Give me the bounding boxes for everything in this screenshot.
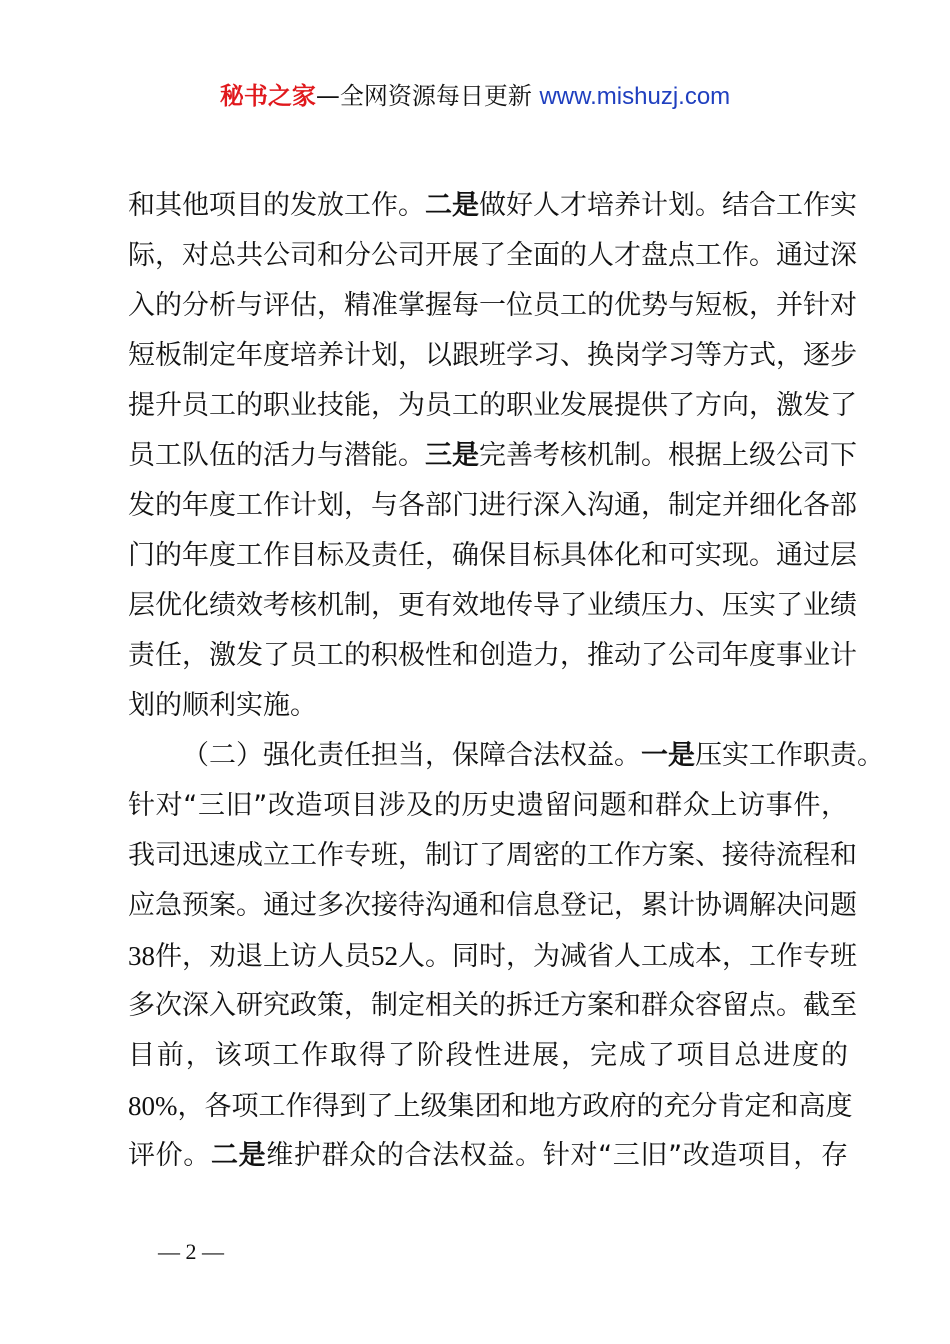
text-segment: 压实工作职责。 <box>695 740 884 771</box>
text-line <box>128 581 857 631</box>
text-line <box>128 231 857 281</box>
bold-keyword: 二是 <box>210 1140 267 1171</box>
page-header <box>0 78 950 115</box>
text-segment: 做好人才培养计划。结合工作实 <box>479 190 857 221</box>
text-segment: 我司迅速成立工作专班，制订了周密的工作方案、接待流程和 <box>128 840 857 871</box>
page-number: — 2 — <box>158 1239 224 1264</box>
text-segment: 80% <box>128 1091 178 1121</box>
text-segment: 维护群众的合法权益。针对“三旧”改造项目，存 <box>266 1140 848 1171</box>
text-segment: 完善考核机制。根据上级公司下 <box>479 440 857 471</box>
text-line <box>128 481 857 531</box>
text-segment: 应急预案。通过多次接待沟通和信息登记，累计协调解决问题 <box>128 890 857 921</box>
text-line <box>128 881 857 931</box>
bold-keyword: 二是 <box>425 190 479 221</box>
text-line <box>128 681 848 731</box>
text-segment: 针对“三旧”改造项目涉及的历史遗留问题和群众上访事件， <box>128 790 848 821</box>
text-line <box>128 631 857 681</box>
text-segment: 人。同时，为减省人工成本，工作专班 <box>398 941 857 972</box>
text-line <box>128 831 857 881</box>
text-line <box>128 1081 853 1131</box>
text-line <box>128 531 857 581</box>
text-line <box>128 1031 848 1081</box>
text-segment: 责任，激发了员工的积极性和创造力，推动了公司年度事业计 <box>128 640 857 671</box>
text-segment: 件，劝退上访人员 <box>155 941 371 972</box>
header-tagline: —全网资源每日更新 <box>315 82 532 110</box>
text-line <box>128 281 857 331</box>
text-line <box>128 181 857 231</box>
text-line <box>128 1131 848 1181</box>
text-segment: 52 <box>371 941 398 971</box>
text-segment: 划的顺利实施。 <box>128 690 317 721</box>
text-segment: 多次深入研究政策，制定相关的拆迁方案和群众容留点。截至 <box>128 990 857 1021</box>
header-site-link[interactable]: www.mishuzj.com <box>539 83 731 110</box>
text-line <box>128 331 857 381</box>
text-segment: 评价。 <box>128 1140 211 1171</box>
text-line <box>128 931 857 981</box>
bold-keyword: 一是 <box>641 740 695 771</box>
text-line <box>128 781 848 831</box>
text-segment: （二）强化责任担当，保障合法权益。 <box>182 740 641 771</box>
text-line <box>128 431 857 481</box>
text-line <box>128 981 857 1031</box>
text-segment: 目前，该项工作取得了阶段性进展，完成了项目总进度的 <box>128 1040 848 1071</box>
text-segment: ，各项工作得到了上级集团和地方政府的充分肯定和高度 <box>177 1091 853 1122</box>
text-segment: 层优化绩效考核机制，更有效地传导了业绩压力、压实了业绩 <box>128 590 857 621</box>
text-segment: 发的年度工作计划，与各部门进行深入沟通，制定并细化各部 <box>128 490 857 521</box>
header-brand: 秘书之家 <box>219 82 316 110</box>
bold-keyword: 三是 <box>425 440 479 471</box>
text-segment: 员工队伍的活力与潜能。 <box>128 440 425 471</box>
text-line <box>128 381 857 431</box>
document-body <box>128 181 884 1181</box>
text-segment: 38 <box>128 941 155 971</box>
text-segment: 短板制定年度培养计划，以跟班学习、换岗学习等方式，逐步 <box>128 340 857 371</box>
text-segment: 入的分析与评估，精准掌握每一位员工的优势与短板，并针对 <box>128 290 857 321</box>
text-segment: 和其他项目的发放工作。 <box>128 190 425 221</box>
text-segment: 际，对总共公司和分公司开展了全面的人才盘点工作。通过深 <box>128 240 857 271</box>
text-segment: 提升员工的职业技能，为员工的职业发展提供了方向，激发了 <box>128 390 857 421</box>
text-segment: 门的年度工作目标及责任，确保目标具体化和可实现。通过层 <box>128 540 857 571</box>
text-line <box>128 731 884 781</box>
